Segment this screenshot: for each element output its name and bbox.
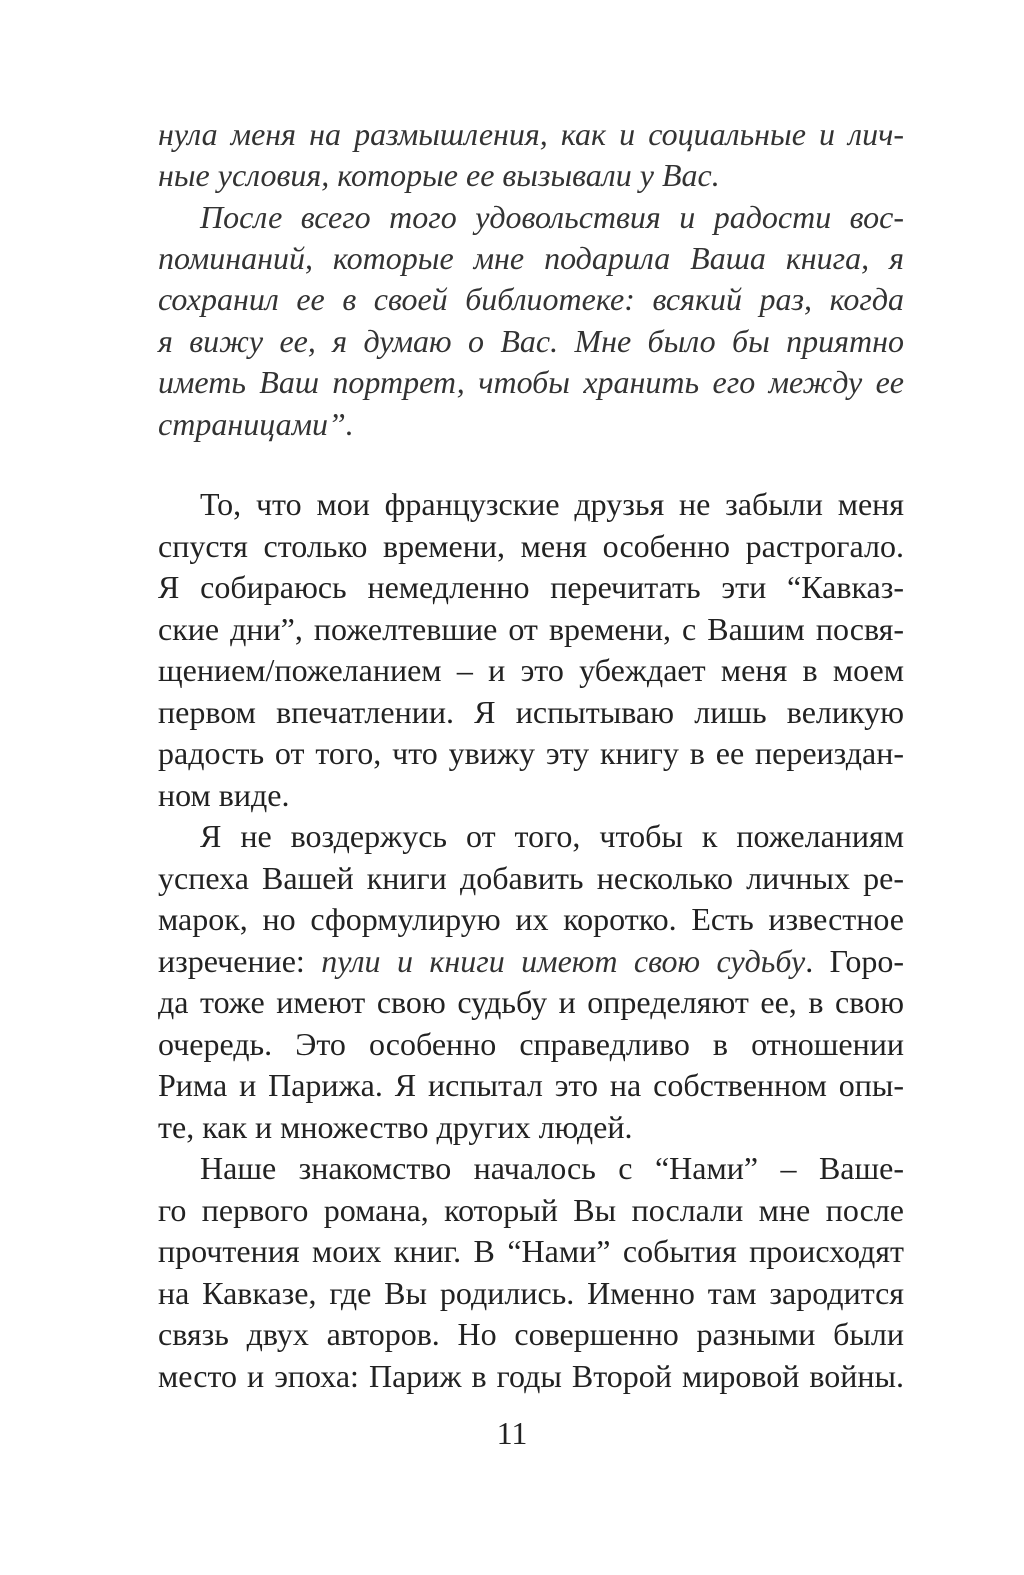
text-run: Я не воздержусь от того, чтобы к пожеланиям: [200, 818, 904, 854]
text-line: [158, 898, 904, 940]
text-line: [158, 320, 904, 362]
text-line: [158, 774, 904, 816]
text-run: Наше знакомство началось с “Нами” – Ваше-: [200, 1150, 904, 1186]
text-run: То, что мои французские друзья не забыли меня: [200, 486, 904, 522]
text-line: [158, 608, 904, 650]
text-run: на Кавказе, где Вы родились. Именно там зародится: [158, 1275, 904, 1311]
text-run: спустя столько времени, меня особенно растрогало.: [158, 528, 904, 564]
text-line: [158, 113, 904, 155]
italic-text: страницами”.: [158, 406, 354, 442]
text-run: ские дни”, пожелтевшие от времени, с Вашим посвя-: [158, 611, 904, 647]
text-run: марок, но сформулирую их коротко. Есть известное: [158, 901, 904, 937]
italic-text: нула меня на размышления, как и социальные и лич-: [158, 116, 904, 152]
text-line: [158, 1023, 904, 1065]
text-run: ном виде.: [158, 777, 290, 813]
text-line: [200, 1147, 904, 1189]
text-line: [158, 1230, 904, 1272]
text-line: [158, 278, 904, 320]
text-run: го первого романа, который Вы послали мне после: [158, 1192, 904, 1228]
text-run: Рима и Парижа. Я испытал это на собственном опы-: [158, 1067, 904, 1103]
text-run: . Горо-: [805, 943, 905, 979]
text-run: щением/пожеланием – и это убеждает меня в моем: [158, 652, 904, 688]
text-line: [158, 566, 904, 608]
text-run: радость от того, что увижу эту книгу в ее переиздан-: [158, 735, 904, 771]
text-line: [158, 1064, 904, 1106]
text-line: [158, 981, 904, 1023]
text-line: [200, 196, 904, 238]
text-line: [158, 1106, 904, 1148]
italic-text: я вижу ее, я думаю о Вас. Мне было бы приятно: [158, 323, 904, 359]
text-line: [158, 1355, 904, 1397]
text-line: [158, 691, 904, 733]
text-line: [158, 525, 904, 567]
text-run: связь двух авторов. Но совершенно разными были: [158, 1316, 904, 1352]
text-line: [158, 154, 904, 196]
text-run: первом впечатлении. Я испытываю лишь великую: [158, 694, 904, 730]
text-line: [158, 1189, 904, 1231]
text-line: [158, 649, 904, 691]
italic-text: поминаний, которые мне подарила Ваша книга, я: [158, 240, 904, 276]
text-run: прочтения моих книг. В “Нами” события происходят: [158, 1233, 904, 1269]
text-line: [158, 237, 904, 279]
italic-text: ные условия, которые ее вызывали у Вас.: [158, 157, 720, 193]
text-line: [158, 732, 904, 774]
text-run: изречение:: [158, 943, 322, 979]
italic-text: сохранил ее в своей библиотеке: всякий раз, когда: [158, 281, 904, 317]
text-line: [158, 1272, 904, 1314]
text-run: Я собираюсь немедленно перечитать эти “Кавказ-: [158, 569, 904, 605]
text-line: [158, 1313, 904, 1355]
text-run: успеха Вашей книги добавить несколько личных ре-: [158, 860, 904, 896]
italic-text: иметь Ваш портрет, чтобы хранить его между ее: [158, 364, 904, 400]
text-line: [158, 940, 904, 982]
italic-text: пули и книги имеют свою судьбу: [321, 943, 806, 979]
page-number: 11: [496, 1415, 528, 1451]
text-line: [200, 815, 904, 857]
italic-text: После всего того удовольствия и радости вос-: [200, 199, 904, 235]
text-line: [158, 403, 904, 445]
text-run: очередь. Это особенно справедливо в отношении: [158, 1026, 904, 1062]
text-run: те, как и множество других людей.: [158, 1109, 633, 1145]
text-line: [158, 361, 904, 403]
text-line: [200, 483, 904, 525]
text-run: место и эпоха: Париж в годы Второй мировой войны.: [158, 1358, 904, 1394]
text-line: [158, 857, 904, 899]
text-run: да тоже имеют свою судьбу и определяют ее, в свою: [158, 984, 904, 1020]
